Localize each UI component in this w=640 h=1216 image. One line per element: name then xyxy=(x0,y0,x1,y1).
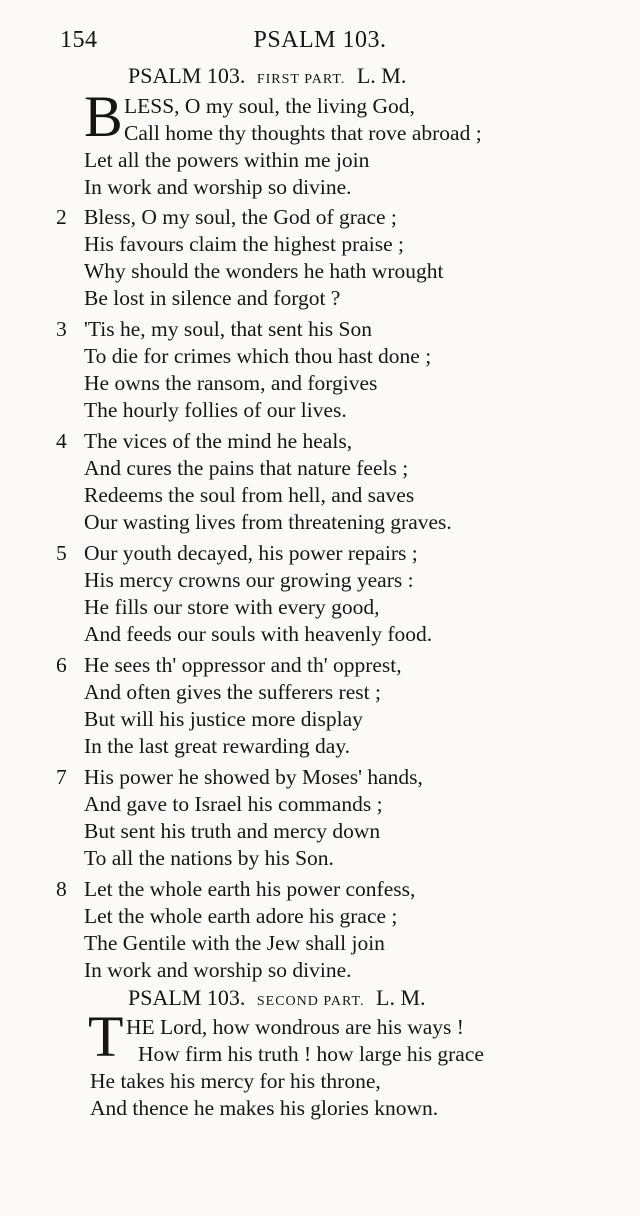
hymn-part: FIRST PART. xyxy=(256,72,346,87)
verse-line: He sees th' oppressor and th' opprest, xyxy=(84,653,402,677)
verse-line: He takes his mercy for his throne, xyxy=(90,1069,381,1093)
running-title: PSALM 103. xyxy=(253,27,387,53)
stanza-number: 2 xyxy=(56,205,67,229)
verse-line: Be lost in silence and forgot ? xyxy=(84,286,341,310)
verse-line: His favours claim the highest praise ; xyxy=(84,232,405,256)
verse-line: LESS, O my soul, the living God, xyxy=(124,94,415,118)
verse-line: Let the whole earth his power confess, xyxy=(84,877,416,901)
verse-line: Bless, O my soul, the God of grace ; xyxy=(84,205,397,229)
hymn-heading-first-part xyxy=(128,62,406,90)
verse-line: And cures the pains that nature feels ; xyxy=(84,456,409,480)
verse-line: Our youth decayed, his power repairs ; xyxy=(84,541,418,565)
drop-cap: B xyxy=(84,84,123,149)
verse-line: Why should the wonders he hath wrought xyxy=(84,259,444,283)
verse-line: To all the nations by his Son. xyxy=(84,846,334,870)
verse-line: Let all the powers within me join xyxy=(84,148,370,172)
verse-line: Let the whole earth adore his grace ; xyxy=(84,904,398,928)
verse-line: The Gentile with the Jew shall join xyxy=(84,931,385,955)
verse-line: Call home thy thoughts that rove abroad ; xyxy=(124,121,482,145)
hymn-part: SECOND PART. xyxy=(256,994,365,1009)
hymn-meter: L. M. xyxy=(356,63,407,88)
running-head xyxy=(60,24,580,56)
stanza-number: 3 xyxy=(56,317,67,341)
verse-line: Redeems the soul from hell, and saves xyxy=(84,483,415,507)
drop-cap: T xyxy=(88,1004,124,1069)
hymn-title: PSALM 103. xyxy=(128,63,246,88)
verse-line: And feeds our souls with heavenly food. xyxy=(84,622,433,646)
verse-line: He fills our store with every good, xyxy=(84,595,380,619)
stanza-number: 5 xyxy=(56,541,67,565)
page-number: 154 xyxy=(60,27,98,53)
verse-line: In work and worship so divine. xyxy=(84,175,352,199)
verse-line: But will his justice more display xyxy=(84,707,363,731)
stanza-number: 7 xyxy=(56,765,67,789)
verse-line: And thence he makes his glories known. xyxy=(90,1096,439,1120)
verse-line: 'Tis he, my soul, that sent his Son xyxy=(84,317,372,341)
verse-line: In the last great rewarding day. xyxy=(84,734,351,758)
verse-line: Our wasting lives from threatening graves. xyxy=(84,510,452,534)
stanza-number: 4 xyxy=(56,429,67,453)
verse-line: The vices of the mind he heals, xyxy=(84,429,353,453)
verse-line: He owns the ransom, and forgives xyxy=(84,371,378,395)
verse-line: And often gives the sufferers rest ; xyxy=(84,680,381,704)
hymn-heading-second-part xyxy=(128,984,426,1012)
verse-line: In work and worship so divine. xyxy=(84,958,352,982)
hymn-meter: L. M. xyxy=(376,985,426,1010)
verse-line: His power he showed by Moses' hands, xyxy=(84,765,423,789)
stanza-number: 8 xyxy=(56,877,67,901)
hymn-title: PSALM 103. xyxy=(128,985,246,1010)
verse-line: But sent his truth and mercy down xyxy=(84,819,381,843)
verse-line: And gave to Israel his commands ; xyxy=(84,792,383,816)
verse-line: How firm his truth ! how large his grace xyxy=(138,1042,484,1066)
verse-line: HE Lord, how wondrous are his ways ! xyxy=(126,1015,464,1039)
verse-line: His mercy crowns our growing years : xyxy=(84,568,414,592)
verse-line: The hourly follies of our lives. xyxy=(84,398,347,422)
verse-line: To die for crimes which thou hast done ; xyxy=(84,344,432,368)
stanza-number: 6 xyxy=(56,653,67,677)
